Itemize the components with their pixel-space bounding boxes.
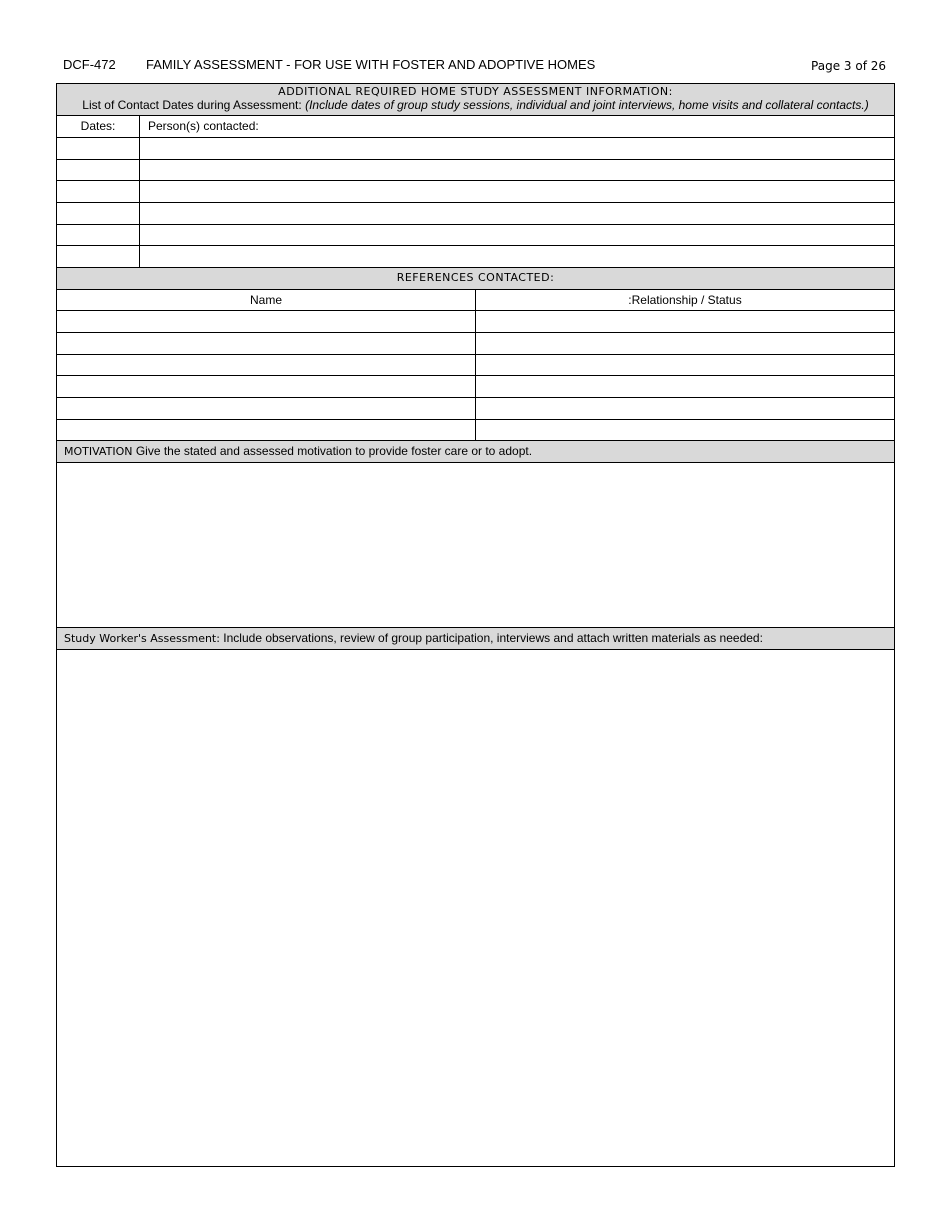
references-column-headers — [57, 290, 894, 311]
reference-name-field[interactable] — [57, 376, 476, 397]
worker-assessment-instruction: Include observations, review of group participation, interviews and attach written materials as needed: — [223, 631, 763, 645]
worker-assessment-section-header — [57, 628, 894, 650]
page-header — [63, 56, 886, 76]
contact-row[interactable] — [57, 138, 894, 160]
motivation-text-area[interactable] — [57, 463, 894, 628]
worker-assessment-label: Study Worker's Assessment: — [64, 632, 220, 645]
form-id: DCF-472 — [63, 57, 116, 72]
contact-row[interactable] — [57, 225, 894, 246]
reference-name-field[interactable] — [57, 420, 476, 440]
contact-row[interactable] — [57, 246, 894, 268]
contact-dates-column-headers — [57, 116, 894, 138]
motivation-section-header — [57, 441, 894, 463]
contact-row[interactable] — [57, 181, 894, 203]
reference-name-field[interactable] — [57, 333, 476, 354]
reference-row[interactable] — [57, 420, 894, 441]
motivation-label: MOTIVATION — [64, 445, 133, 458]
name-column-header: Name — [57, 290, 476, 310]
dates-column-header: Dates: — [57, 116, 140, 137]
motivation-instruction: Give the stated and assessed motivation to provide foster care or to adopt. — [135, 444, 533, 458]
reference-name-field[interactable] — [57, 355, 476, 375]
reference-relationship-field[interactable] — [476, 420, 894, 440]
section-title: ADDITIONAL REQUIRED HOME STUDY ASSESSMENT INFORMATION: — [278, 85, 673, 98]
date-field[interactable] — [57, 246, 140, 267]
contact-row[interactable] — [57, 160, 894, 181]
reference-name-field[interactable] — [57, 311, 476, 332]
date-field[interactable] — [57, 225, 140, 245]
persons-contacted-field[interactable] — [140, 203, 894, 224]
persons-contacted-field[interactable] — [140, 138, 894, 159]
reference-row[interactable] — [57, 398, 894, 420]
date-field[interactable] — [57, 160, 140, 180]
reference-name-field[interactable] — [57, 398, 476, 419]
contact-dates-section-header — [57, 84, 894, 116]
section-title: REFERENCES CONTACTED: — [396, 271, 555, 284]
references-section-header — [57, 268, 894, 290]
contact-row[interactable] — [57, 203, 894, 225]
assessment-form — [56, 83, 895, 1167]
relationship-column-header: :Relationship / Status — [628, 293, 742, 307]
persons-contacted-field[interactable] — [140, 160, 894, 180]
date-field[interactable] — [57, 181, 140, 202]
date-field[interactable] — [57, 203, 140, 224]
reference-relationship-field[interactable] — [476, 376, 894, 397]
reference-relationship-field[interactable] — [476, 398, 894, 419]
persons-contacted-field[interactable] — [140, 225, 894, 245]
reference-relationship-field[interactable] — [476, 333, 894, 354]
section-subtitle — [57, 98, 894, 112]
reference-relationship-field[interactable] — [476, 311, 894, 332]
reference-row[interactable] — [57, 376, 894, 398]
reference-row[interactable] — [57, 355, 894, 376]
reference-row[interactable] — [57, 333, 894, 355]
page-number: Page 3 of 26 — [811, 59, 886, 73]
worker-assessment-text-area[interactable] — [57, 650, 894, 1166]
persons-column-header: Person(s) contacted: — [148, 119, 259, 133]
reference-row[interactable] — [57, 311, 894, 333]
form-title: FAMILY ASSESSMENT - FOR USE WITH FOSTER AND ADOPTIVE HOMES — [146, 57, 596, 72]
contact-dates-label: List of Contact Dates during Assessment: — [82, 98, 302, 112]
persons-contacted-field[interactable] — [140, 181, 894, 202]
reference-relationship-field[interactable] — [476, 355, 894, 375]
contact-dates-note: (Include dates of group study sessions, individual and joint interviews, home visits and collateral contacts.) — [305, 98, 869, 112]
date-field[interactable] — [57, 138, 140, 159]
persons-contacted-field[interactable] — [140, 246, 894, 267]
